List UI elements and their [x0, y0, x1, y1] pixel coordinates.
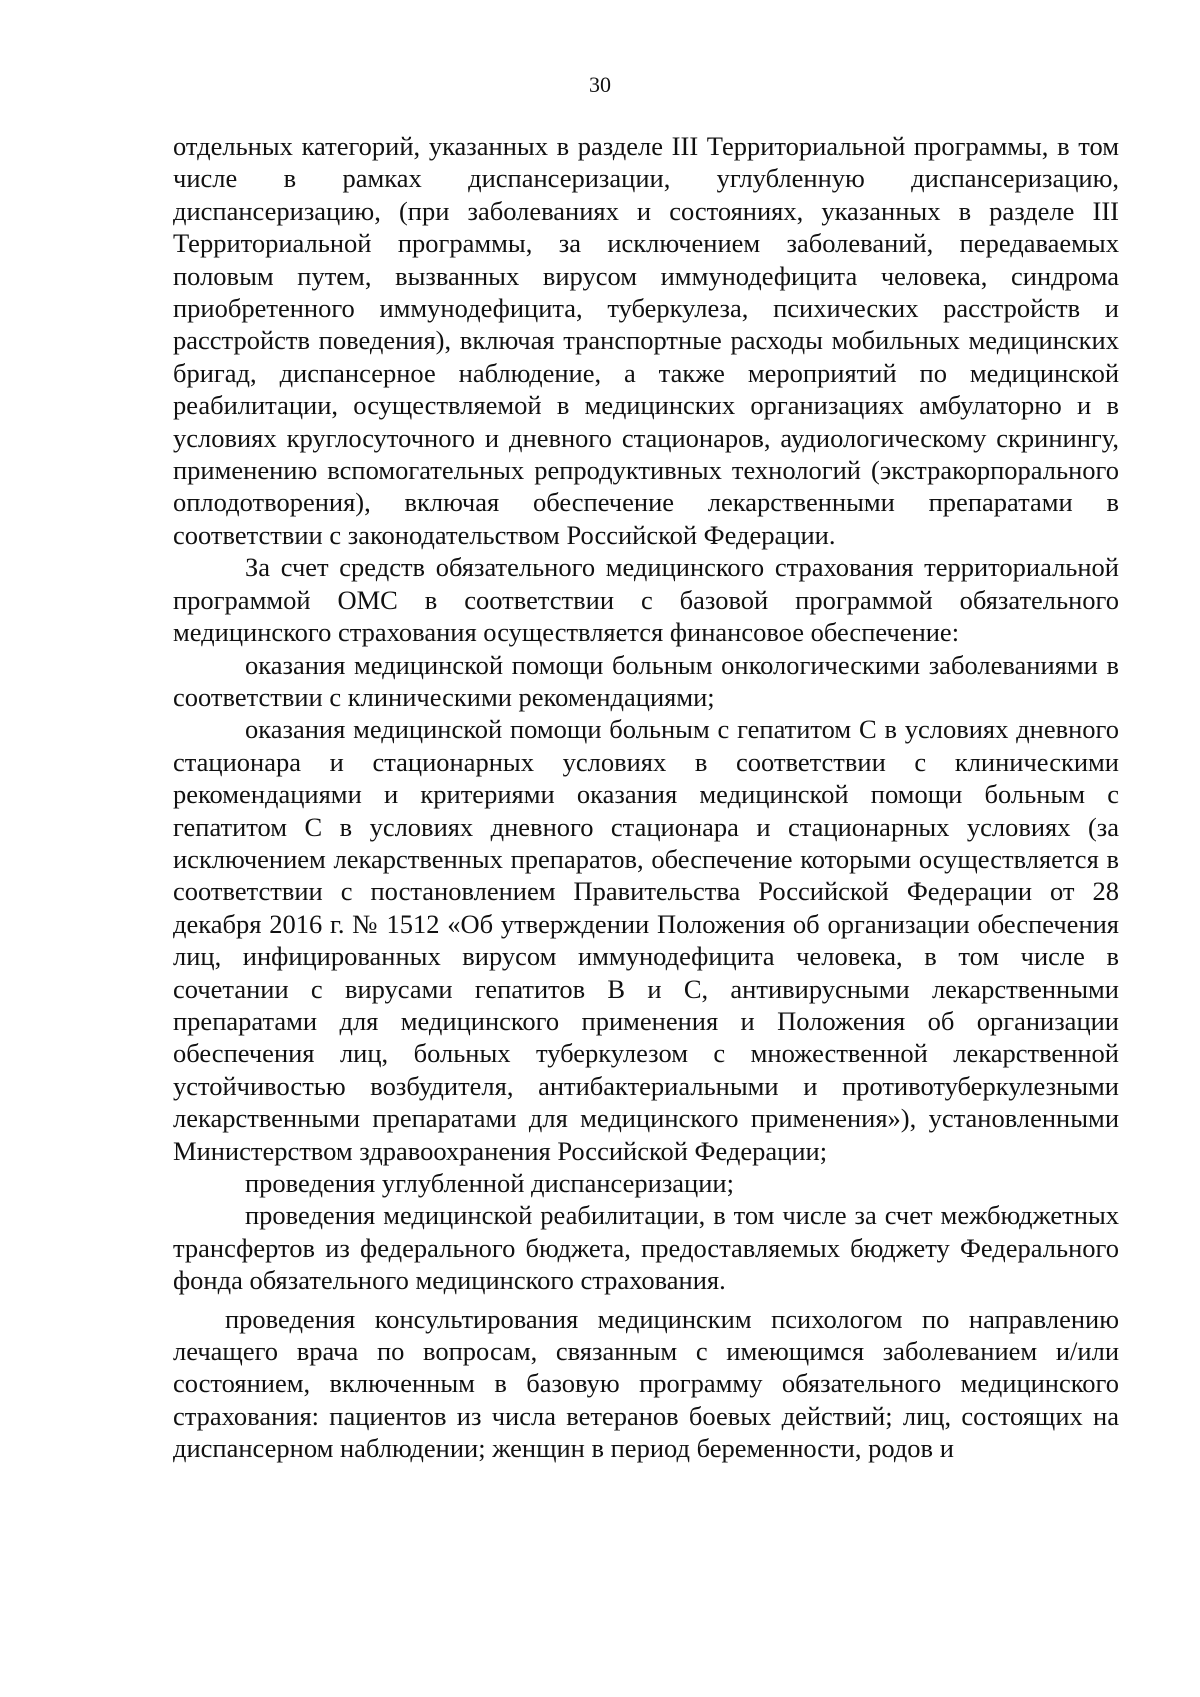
paragraph-continuation: отдельных категорий, указанных в разделе III Территориальной программы, в том числе в рамках диспансеризации, углубленную диспансеризацию, диспансеризацию, (при заболеваниях и состояниях, указанных в разделе III Территориальной программы, за исключением заболеваний, передаваемых половым путем, вызванных вирусом иммунодефицита человека, синдрома приобретенного иммунодефицита, туберкулеза, психических расстройств и расстройств поведения), включая транспортные расходы мобильных медицинских бригад, диспансерное наблюдение, а также мероприятий по медицинской реабилитации, осуществляемой в медицинских организациях амбулаторно и в условиях круглосуточного и дневного стационаров, аудиологическому скринингу, применению вспомогательных репродуктивных технологий (экстракорпорального оплодотворения), включая обеспечение лекарственными препаратами в соответствии с законодательством Российской Федерации.	[173, 131, 1119, 550]
paragraph-financing-intro: За счет средств обязательного медицинского страхования территориальной программой ОМС в соответствии с базовой программой обязательного медицинского страхования осуществляется финансовое обеспечение:	[173, 552, 1119, 648]
paragraph-psychologist-consulting: проведения консультирования медицинским психологом по направлению лечащего врача по вопросам, связанным с имеющимся заболеванием и/или состоянием, включенным в базовую программу обязательного медицинского страхования: пациентов из числа ветеранов боевых действий; лиц, состоящих на диспансерном наблюдении; женщин в период беременности, родов и	[173, 1303, 1119, 1464]
paragraph-deep-dispensarization: проведения углубленной диспансеризации;	[245, 1168, 734, 1198]
document-body	[173, 130, 1119, 1465]
paragraph-oncology: оказания медицинской помощи больным онкологическими заболеваниями в соответствии с клиническими рекомендациями;	[173, 649, 1119, 712]
paragraph-rehabilitation: проведения медицинской реабилитации, в том числе за счет межбюджетных трансфертов из федерального бюджета, предоставляемых бюджету Федерального фонда обязательного медицинского страхования.	[173, 1200, 1119, 1296]
page-number: 30	[589, 72, 611, 97]
paragraph-hepatitis-c: оказания медицинской помощи больным с гепатитом С в условиях дневного стационара и стационарных условиях в соответствии с клиническими рекомендациями и критериями оказания медицинской помощи больным с гепатитом С в условиях дневного стационара и стационарных условиях (за исключением лекарственных препаратов, обеспечение которыми осуществляется в соответствии с постановлением Правительства Российской Федерации от 28 декабря 2016 г. № 1512 «Об утверждении Положения об организации обеспечения лиц, инфицированных вирусом иммунодефицита человека, в том числе в сочетании с вирусами гепатитов В и С, антивирусными лекарственными препаратами для медицинского применения и Положения об организации обеспечения лиц, больных туберкулезом с множественной лекарственной устойчивостью возбудителя, антибактериальными и противотуберкулезными лекарственными препаратами для медицинского применения»), установленными Министерством здравоохранения Российской Федерации;	[173, 714, 1119, 1166]
